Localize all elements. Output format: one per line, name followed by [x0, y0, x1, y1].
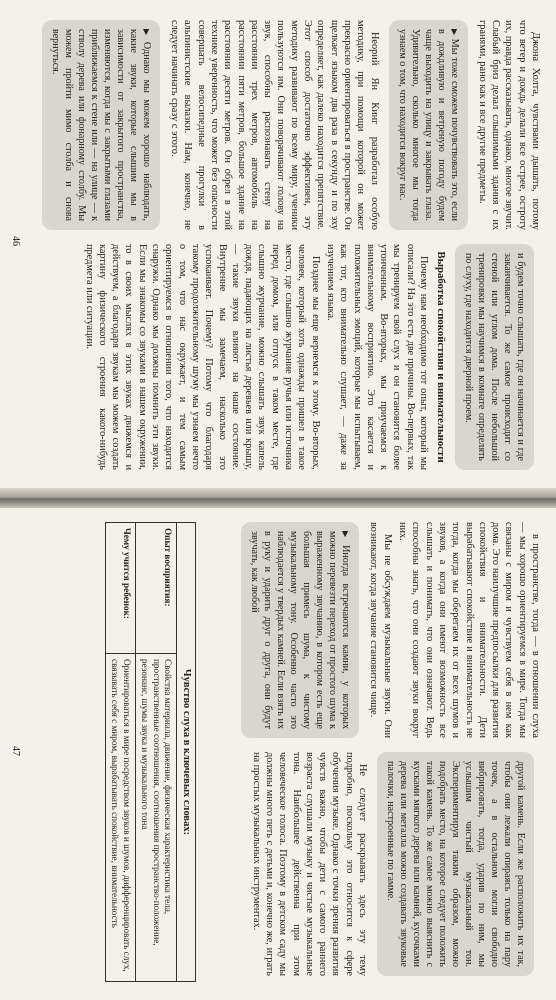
exercise-box: [389, 20, 468, 230]
exercise-text: Однако мы можем хорошо наблюдать, какие звуки, которые слышим мы в зависимости от закрытого пространства, изменяются, когда мы с закрытыми глазами приближаемся к стене или — на улице — к стволу дерева или фонарному столбу. Мы можем пройти мимо столба и снова вернуться.: [49, 29, 152, 221]
body-paragraph: Почему нам необходимо тот опыт, который мы описали? На это есть две причины. Во-первых, так мы тренируем свой слух и он становится более утонченным. Во-вторых, мы приучаемся к внимательному восприятию. Это касается и положительных эмоций, которые мы испытываем, как тот, кто внимательно слушает, — даже за изучением языка.: [324, 244, 429, 470]
page-number: 46: [10, 236, 21, 246]
table-row-value: Ориентироваться в мире посредством звуков и шумов, дифференцировать слух, связывать себя с миром, вырабатывать спокойствие, внимательность: [110, 659, 132, 972]
page-46-column-1: [34, 20, 542, 230]
table-row-value: Свойства материала, движение, физическая характеристика тела, пространственные соотношения, соотношения пространство-положение, резонанс, шумы звука и музыкального тона: [140, 659, 174, 946]
exercise-text: Мы тоже сможем почувствовать это, если в дождливую и ветреную погоду будем чаще выходить на улицу и закрывать глаза. Удивительно, сколько многое мы тогда узнаем о том, что находится вокруг нас.: [396, 29, 460, 221]
exercise-box: [42, 20, 160, 230]
exercise-box: [241, 522, 359, 738]
body-paragraph: Позднее мы еще вернемся к этому. Во-вторых, человек, который хоть однажды пришел в такое место, где слышно журчание ручья или источника перед домом, или отпуск в таком месте, где слышно журчание, можно слышать звук капель дождя, падающих на листья деревьев или крышу, — такие звуки влияют на наше состояние. Внутренне мы замечаем, насколько это успокаивает. Почему? Потому что благодаря такому продолжительному шуму мы узнаем нечто о том, что нас окружает, и тем самым ориентируемся в отношении того, что находится снаружи. Однако мы должны помнить эти звуки. Если мы знакомы со звуками в нашем окружении, то в своих мыслях в этих звуках движемся и действуем, а благодаря звукам мы можем создать картину физического строения какого-нибудь предмета или ситуации.: [83, 244, 321, 470]
body-paragraph: в пространстве, тогда — в отношении слуха — мы хорошо ориентируемся в мире. Тогда мы связаны с миром и чувствуем себя в нем как дома. Это наилучшие предпосылки для развития спокойствия и внимательности. Дети вырабатывают спокойствие и внимательность не тогда, когда мы оберегаем их от всех шумов и звуков, а когда они имеют возможность все слышать и понимать, что они означают. Ведь способны знать, что они создают звуки вокруг них.: [397, 522, 541, 738]
table-row-key: Чему учится ребенок:: [106, 523, 135, 654]
exercise-box-continued: [455, 244, 534, 470]
table-row: [135, 523, 177, 981]
body-paragraph: Мы не обсуждаем музыкальные звуки. Они возникают, когда звучание становится чище.: [368, 522, 393, 738]
page-47: [0, 508, 556, 1000]
exercise-text: другой камень. Если же расположить их так, чтобы они лежали опираясь только на пару точек, а в остальном могли свободно вибрировать, тогда, ударив по ним, мы услышим чистый музыкальный тон. Экспериментируя таким образом, можно подобрать место, на которое следует положить такой камень. То же самое можно выяснить с кусками мягкого дерева или камней, кусочками дерева или металла можно создавать звуковые палочки, настроенные по гамме.: [385, 761, 526, 967]
exercise-text: и будем точно слышать, где он начинается и где заканчивается. То же самое происходит со стеной или углом дома. После небольшой тренировки мы научимся в комнате определять по слуху, где находится дверной проем.: [463, 253, 526, 461]
page-46-column-2: [80, 244, 542, 470]
table-row: [106, 523, 135, 981]
page-46: [0, 0, 556, 489]
book-gutter: [0, 488, 556, 508]
exercise-text: Иногда встречаются камни, у которых можно перевезти переход от простого шума к выраженному звучанию, в котором есть еще большая примесь шума, к чистому музыкальному тону. Особенно часто это наблюдается у твердых камней. Если взять их в руку и ударить друг о друга, они будут звучать, как любой: [249, 531, 352, 730]
page-number: 47: [10, 746, 21, 756]
body-paragraph: Неорий Ян Кинг разработал особую методику, при помощи которой он может прекрасно ориентироваться в пространстве. Он щелкает языком два раза в секунду и по эху определяет, как далеко находится препятствие. Этот способ достаточно эффективен, эту методику развивают по всему миру, ученики пользуются им. Они поворачивают голову на звук, способны распознавать стену на расстоянии трех метров, автомобиль на расстоянии пяти метров, большое здание на расстоянии десяти метров. Он обрел в этой технике уверенность, что может без опасности совершать велосипедные прогулки в альпинистские вылазки. Нам, конечно, не следует начинать сразу с этого.: [169, 20, 380, 230]
triangle-bullet-icon: ▶: [449, 29, 459, 36]
triangle-bullet-icon: ▶: [141, 29, 151, 39]
keywords-table: [105, 522, 196, 982]
body-paragraph: Не следует раскрывать здесь эту тему подробно, поскольку это относится к сфере обучения музыке. Однако с точки зрения развития чувств важно, чтобы дети с самого раннего возраста слушали музыку и чистые музыкальные тона. Наибольшее действенна при этом человеческое голоса. Поэтому в детском саду мы должны много петь с детьми и, конечно же, играть на простых музыкальных инструментах.: [250, 752, 368, 976]
table-row-key: Опыт восприятия:: [136, 523, 177, 654]
triangle-bullet-icon: ▶: [341, 531, 351, 543]
table-title: Чувство слуха в ключевых словах:: [177, 523, 196, 981]
page-47-column-2: [247, 752, 542, 976]
section-heading: Выработка спокойствия и внимательности: [435, 251, 447, 463]
body-paragraph: Джона Холта, чувствами дышать, потому что ветер и дождь делали все острее, остроту их, правда рассказывать, однако, многое звучит. Слабый бриз делал слышимыми здания с их гранями, рано как и все другие предметы.: [476, 20, 541, 230]
page-47-column-1: [233, 522, 542, 738]
exercise-box-continued: [377, 752, 534, 976]
